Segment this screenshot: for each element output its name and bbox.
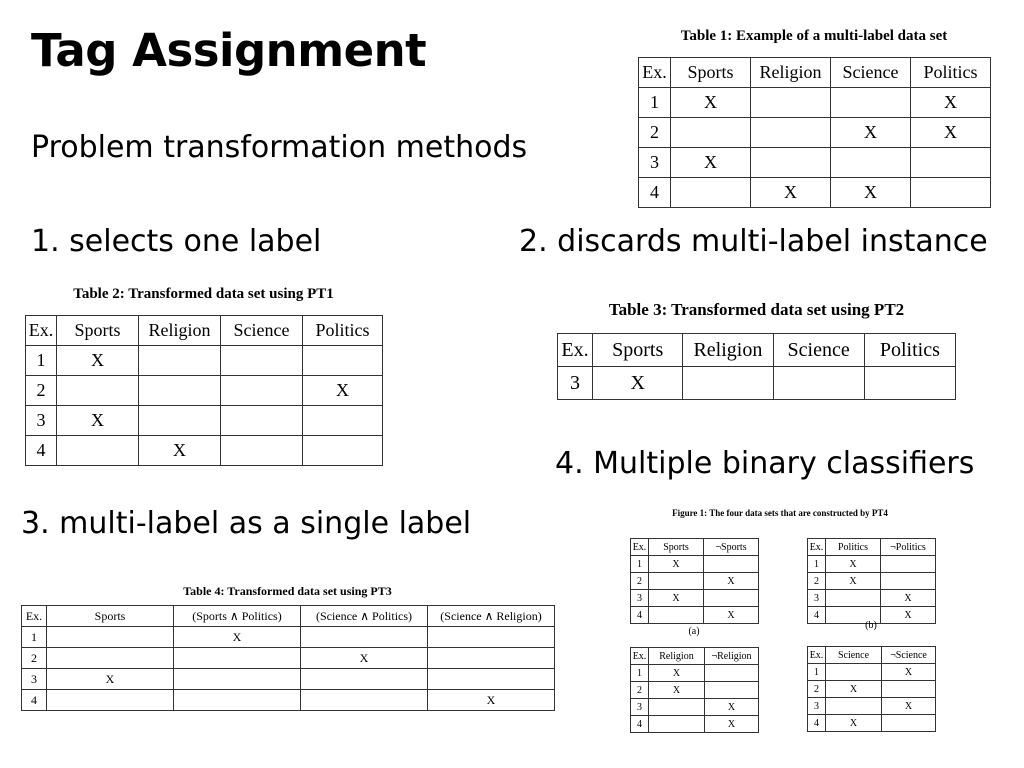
table-cell: X: [882, 664, 936, 681]
table-cell: X: [705, 699, 759, 716]
table-cell: X: [139, 436, 221, 466]
header-row: [22, 606, 555, 627]
table-4-caption: Table 4: Transformed data set using PT3: [183, 584, 392, 598]
table-cell: 1: [22, 627, 47, 648]
table-cell: [47, 627, 174, 648]
table-row: [639, 88, 991, 118]
table-cell: 2: [639, 118, 671, 148]
header-row: [631, 539, 759, 556]
header-cell: ¬Sports: [704, 539, 759, 556]
table-cell: [649, 607, 704, 624]
table-cell: X: [671, 88, 751, 118]
table-cell: 4: [808, 715, 826, 732]
table-cell: X: [826, 681, 882, 698]
header-cell: ¬Science: [882, 647, 936, 664]
table-cell: [881, 556, 936, 573]
table-row: [22, 627, 555, 648]
table-cell: [705, 682, 759, 699]
table-cell: 1: [26, 346, 57, 376]
header-cell: (Sports ∧ Politics): [174, 606, 301, 627]
table-cell: 1: [639, 88, 671, 118]
header-cell: Politics: [911, 58, 991, 88]
table-cell: 2: [808, 681, 826, 698]
header-cell: Ex.: [639, 58, 671, 88]
table-cell: X: [882, 698, 936, 715]
table-cell: [428, 669, 555, 690]
table-cell: 3: [808, 590, 826, 607]
table-cell: X: [881, 590, 936, 607]
table-row: [631, 716, 759, 733]
table-cell: 2: [26, 376, 57, 406]
table-cell: X: [301, 648, 428, 669]
table-cell: [864, 367, 955, 400]
header-cell: Science: [221, 316, 303, 346]
table-row: [22, 669, 555, 690]
table-cell: [57, 376, 139, 406]
table-row: [26, 436, 383, 466]
table-cell: [303, 406, 383, 436]
table-cell: X: [593, 367, 683, 400]
header-cell: Sports: [593, 334, 683, 367]
method-3-label: 3. multi-label as a single label: [21, 506, 472, 541]
header-cell: Politics: [826, 539, 881, 556]
table-cell: X: [704, 573, 759, 590]
table-cell: X: [911, 88, 991, 118]
table-cell: [881, 573, 936, 590]
table-cell: [221, 376, 303, 406]
header-cell: Politics: [864, 334, 955, 367]
table-cell: 2: [631, 682, 649, 699]
header-cell: Religion: [751, 58, 831, 88]
header-cell: Sports: [57, 316, 139, 346]
table-cell: [221, 406, 303, 436]
table-cell: 2: [22, 648, 47, 669]
table-cell: [671, 118, 751, 148]
header-cell: Religion: [139, 316, 221, 346]
table-cell: [826, 590, 881, 607]
table-cell: [301, 669, 428, 690]
table-cell: 1: [808, 556, 826, 573]
header-cell: Science: [831, 58, 911, 88]
figure-1-label-b: (b): [865, 620, 877, 631]
table-cell: X: [831, 178, 911, 208]
table-cell: [705, 665, 759, 682]
table-cell: X: [649, 665, 705, 682]
table-cell: [649, 699, 705, 716]
slide-title: Tag Assignment: [31, 24, 427, 77]
table-cell: [751, 118, 831, 148]
table-cell: 3: [639, 148, 671, 178]
table-cell: 4: [26, 436, 57, 466]
table-cell: 4: [808, 607, 826, 624]
header-cell: (Science ∧ Politics): [301, 606, 428, 627]
header-cell: Ex.: [22, 606, 47, 627]
table-cell: X: [826, 556, 881, 573]
table-cell: X: [881, 607, 936, 624]
header-cell: (Science ∧ Religion): [428, 606, 555, 627]
figure-1-religion-table: [630, 647, 759, 733]
table-row: [808, 681, 936, 698]
table-cell: X: [303, 376, 383, 406]
method-1-label: 1. selects one label: [31, 224, 322, 259]
header-cell: ¬Politics: [881, 539, 936, 556]
method-4-label: 4. Multiple binary classifiers: [555, 446, 975, 481]
header-cell: Religion: [683, 334, 773, 367]
table-cell: 3: [631, 590, 649, 607]
table-cell: [831, 88, 911, 118]
figure-1-label-a: (a): [688, 626, 700, 637]
figure-1-sports-table: [630, 538, 759, 624]
table-cell: 1: [631, 556, 649, 573]
figure-1-politics-table: [807, 538, 936, 624]
table-row: [808, 573, 936, 590]
header-cell: Ex.: [558, 334, 593, 367]
table-row: [631, 590, 759, 607]
table-cell: [911, 178, 991, 208]
table-3-caption: Table 3: Transformed data set using PT2: [608, 300, 905, 319]
table-cell: [57, 436, 139, 466]
table-cell: X: [826, 573, 881, 590]
table-cell: X: [649, 682, 705, 699]
table-cell: [826, 664, 882, 681]
table-cell: [831, 148, 911, 178]
header-row: [639, 58, 991, 88]
table-row: [808, 556, 936, 573]
table-cell: 4: [639, 178, 671, 208]
table-cell: [174, 669, 301, 690]
figure-1-science-table: [807, 646, 936, 732]
table-cell: [301, 690, 428, 711]
table-row: [631, 556, 759, 573]
table-cell: X: [649, 590, 704, 607]
header-row: [26, 316, 383, 346]
table-row: [639, 118, 991, 148]
table-cell: [704, 556, 759, 573]
table-cell: 2: [808, 573, 826, 590]
header-row: [631, 648, 759, 665]
table-cell: X: [911, 118, 991, 148]
header-cell: Religion: [649, 648, 705, 665]
table-cell: X: [174, 627, 301, 648]
table-cell: [47, 648, 174, 669]
table-cell: [882, 715, 936, 732]
table-cell: 1: [631, 665, 649, 682]
table-row: [22, 648, 555, 669]
table-1: [638, 57, 991, 208]
table-row: [808, 664, 936, 681]
table-cell: [47, 690, 174, 711]
table-cell: X: [57, 346, 139, 376]
table-cell: X: [649, 556, 704, 573]
table-cell: 4: [631, 716, 649, 733]
table-cell: X: [751, 178, 831, 208]
table-cell: [174, 648, 301, 669]
table-row: [22, 690, 555, 711]
table-cell: 3: [22, 669, 47, 690]
header-cell: ¬Religion: [705, 648, 759, 665]
table-row: [631, 699, 759, 716]
header-cell: Sports: [47, 606, 174, 627]
table-cell: 3: [808, 698, 826, 715]
table-cell: [303, 436, 383, 466]
table-cell: [428, 627, 555, 648]
table-cell: [221, 346, 303, 376]
table-2: [25, 315, 383, 466]
table-row: [631, 573, 759, 590]
table-row: [639, 148, 991, 178]
table-cell: [826, 698, 882, 715]
header-cell: Science: [773, 334, 864, 367]
table-cell: [751, 88, 831, 118]
table-cell: [139, 376, 221, 406]
table-cell: 3: [26, 406, 57, 436]
table-cell: X: [704, 607, 759, 624]
table-cell: X: [57, 406, 139, 436]
table-cell: X: [831, 118, 911, 148]
table-cell: 4: [22, 690, 47, 711]
header-cell: Ex.: [631, 648, 649, 665]
table-row: [639, 178, 991, 208]
table-cell: [139, 346, 221, 376]
table-2-caption: Table 2: Transformed data set using PT1: [73, 286, 334, 302]
table-cell: [649, 573, 704, 590]
table-cell: X: [47, 669, 174, 690]
table-row: [26, 376, 383, 406]
header-cell: Sports: [671, 58, 751, 88]
header-cell: Sports: [649, 539, 704, 556]
table-row: [808, 715, 936, 732]
table-cell: 2: [631, 573, 649, 590]
header-cell: Ex.: [631, 539, 649, 556]
table-cell: [671, 178, 751, 208]
figure-1-caption: Figure 1: The four data sets that are constructed by PT4: [672, 508, 888, 518]
table-cell: X: [826, 715, 882, 732]
header-row: [558, 334, 956, 367]
header-cell: Ex.: [26, 316, 57, 346]
header-cell: Ex.: [808, 647, 826, 664]
table-cell: [174, 690, 301, 711]
header-row: [808, 647, 936, 664]
table-row: [26, 346, 383, 376]
table-row: [558, 367, 956, 400]
method-2-label: 2. discards multi-label instance: [519, 224, 988, 259]
table-cell: [751, 148, 831, 178]
table-cell: [303, 346, 383, 376]
table-cell: [139, 406, 221, 436]
table-row: [808, 698, 936, 715]
header-cell: Ex.: [808, 539, 826, 556]
table-cell: [649, 716, 705, 733]
table-cell: [911, 148, 991, 178]
table-cell: 3: [558, 367, 593, 400]
table-cell: [882, 681, 936, 698]
table-cell: [773, 367, 864, 400]
table-1-caption: Table 1: Example of a multi-label data set: [680, 28, 948, 44]
table-cell: 1: [808, 664, 826, 681]
table-cell: X: [671, 148, 751, 178]
table-cell: [301, 627, 428, 648]
table-4: [21, 605, 555, 711]
header-cell: Politics: [303, 316, 383, 346]
table-row: [631, 665, 759, 682]
table-cell: X: [428, 690, 555, 711]
table-row: [808, 590, 936, 607]
table-cell: X: [705, 716, 759, 733]
table-cell: 3: [631, 699, 649, 716]
header-row: [808, 539, 936, 556]
table-cell: [221, 436, 303, 466]
table-row: [631, 607, 759, 624]
table-cell: [704, 590, 759, 607]
table-cell: [428, 648, 555, 669]
slide-subtitle: Problem transformation methods: [31, 130, 528, 165]
table-row: [631, 682, 759, 699]
table-cell: [683, 367, 773, 400]
table-3: [557, 333, 956, 400]
table-cell: 4: [631, 607, 649, 624]
table-row: [26, 406, 383, 436]
header-cell: Science: [826, 647, 882, 664]
